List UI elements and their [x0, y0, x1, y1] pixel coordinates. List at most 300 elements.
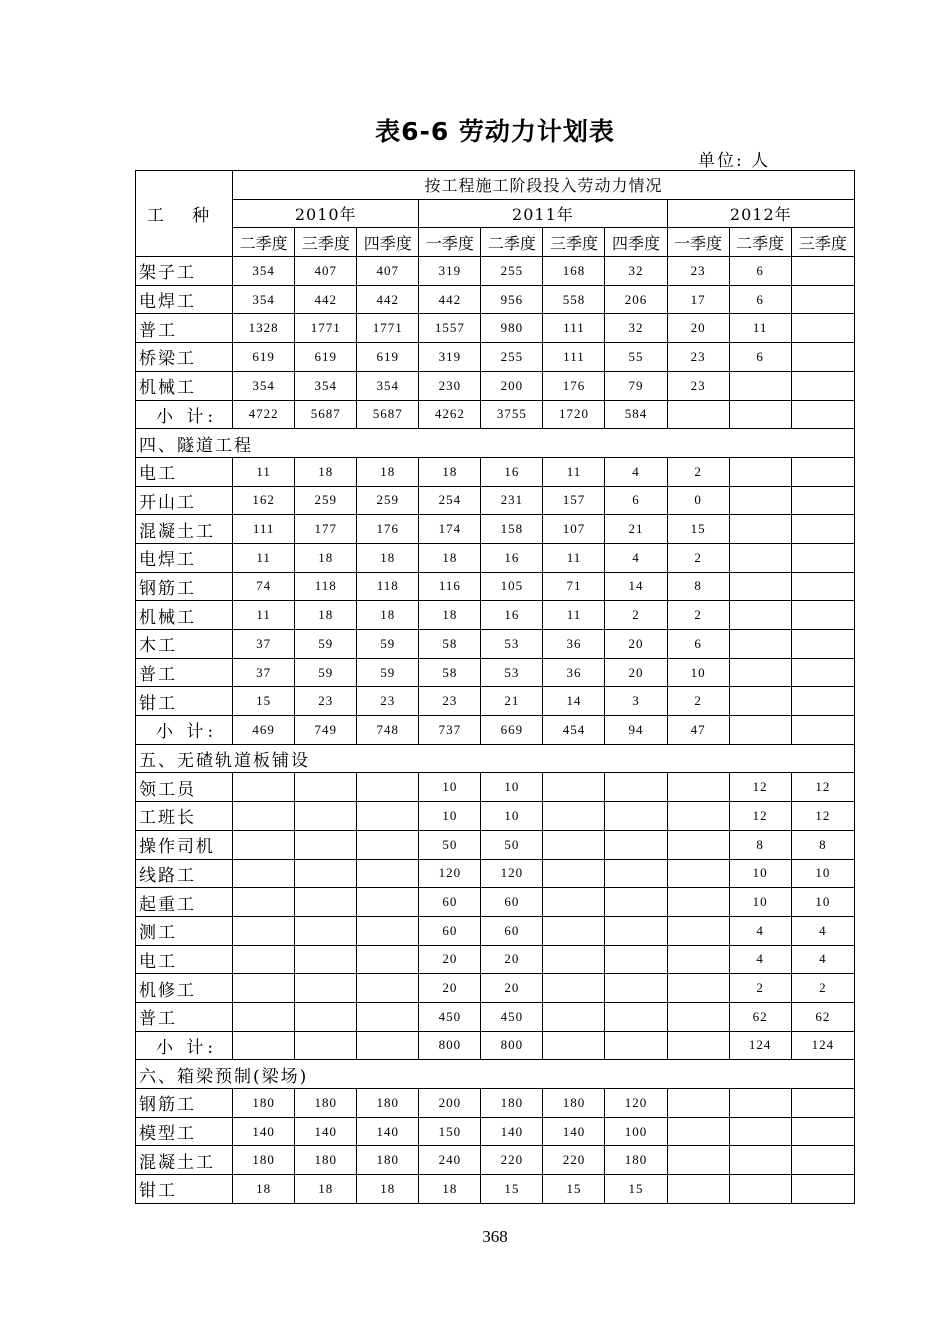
table-row [136, 1117, 855, 1146]
value-cell: 18 [419, 1175, 481, 1204]
quarter-header: 三季度 [791, 228, 854, 257]
value-cell: 1771 [295, 314, 357, 343]
table-row [136, 314, 855, 343]
value-cell: 407 [357, 257, 419, 286]
value-cell: 23 [667, 343, 729, 372]
subtotal-cell: 469 [233, 716, 295, 745]
table-row [136, 859, 855, 888]
table-row [136, 630, 855, 659]
subtotal-row [136, 716, 855, 745]
value-cell [729, 371, 791, 400]
work-type-cell: 电工 [136, 945, 233, 974]
value-cell [729, 658, 791, 687]
value-cell [667, 1002, 729, 1031]
value-cell: 32 [605, 257, 667, 286]
value-cell [667, 830, 729, 859]
value-cell [543, 1002, 605, 1031]
value-cell [357, 1002, 419, 1031]
value-cell: 319 [419, 257, 481, 286]
quarter-header: 一季度 [667, 228, 729, 257]
value-cell: 140 [233, 1117, 295, 1146]
table-row [136, 601, 855, 630]
value-cell: 180 [481, 1089, 543, 1118]
value-cell: 619 [295, 343, 357, 372]
value-cell [605, 773, 667, 802]
value-cell [605, 916, 667, 945]
value-cell: 20 [605, 630, 667, 659]
subtotal-cell: 3755 [481, 400, 543, 429]
value-cell [791, 314, 854, 343]
value-cell: 4 [605, 543, 667, 572]
value-cell: 140 [295, 1117, 357, 1146]
value-cell [667, 888, 729, 917]
labor-plan-table [135, 170, 855, 1204]
value-cell: 6 [729, 343, 791, 372]
value-cell: 20 [481, 974, 543, 1003]
value-cell: 71 [543, 572, 605, 601]
value-cell: 12 [791, 773, 854, 802]
subtotal-cell [729, 400, 791, 429]
value-cell: 206 [605, 285, 667, 314]
value-cell: 180 [295, 1089, 357, 1118]
value-cell [667, 1175, 729, 1204]
subtotal-cell [295, 1031, 357, 1060]
value-cell [791, 343, 854, 372]
value-cell: 10 [419, 773, 481, 802]
subtotal-cell [233, 1031, 295, 1060]
value-cell: 4 [791, 945, 854, 974]
table-body [136, 257, 855, 1204]
value-cell: 11 [543, 457, 605, 486]
value-cell [605, 1002, 667, 1031]
section-title: 六、箱梁预制(梁场) [136, 1060, 855, 1089]
value-cell: 180 [233, 1089, 295, 1118]
value-cell [357, 945, 419, 974]
value-cell: 200 [419, 1089, 481, 1118]
table-row [136, 1089, 855, 1118]
value-cell [667, 916, 729, 945]
subtotal-cell: 454 [543, 716, 605, 745]
table-row [136, 945, 855, 974]
subtotal-cell [791, 400, 854, 429]
value-cell: 180 [295, 1146, 357, 1175]
value-cell [791, 658, 854, 687]
value-cell: 230 [419, 371, 481, 400]
value-cell [791, 457, 854, 486]
value-cell: 442 [295, 285, 357, 314]
value-cell: 140 [481, 1117, 543, 1146]
value-cell: 60 [481, 916, 543, 945]
value-cell: 619 [357, 343, 419, 372]
value-cell: 6 [729, 285, 791, 314]
value-cell [729, 543, 791, 572]
value-cell: 956 [481, 285, 543, 314]
value-cell [295, 859, 357, 888]
value-cell: 20 [605, 658, 667, 687]
quarter-header: 二季度 [729, 228, 791, 257]
value-cell [295, 1002, 357, 1031]
value-cell [667, 974, 729, 1003]
table-row [136, 572, 855, 601]
value-cell [357, 802, 419, 831]
year-header-row [136, 199, 855, 228]
value-cell [605, 830, 667, 859]
value-cell: 111 [543, 343, 605, 372]
work-type-cell: 木工 [136, 630, 233, 659]
value-cell: 231 [481, 486, 543, 515]
value-cell [295, 945, 357, 974]
value-cell: 8 [729, 830, 791, 859]
value-cell: 254 [419, 486, 481, 515]
value-cell: 11 [543, 601, 605, 630]
work-type-header: 工 种 [136, 171, 233, 257]
work-type-cell: 电焊工 [136, 543, 233, 572]
section-row [136, 744, 855, 773]
value-cell [729, 1089, 791, 1118]
value-cell [667, 773, 729, 802]
value-cell [791, 1175, 854, 1204]
value-cell: 319 [419, 343, 481, 372]
value-cell: 59 [357, 630, 419, 659]
value-cell: 4 [729, 945, 791, 974]
value-cell: 200 [481, 371, 543, 400]
value-cell [667, 859, 729, 888]
value-cell: 20 [419, 974, 481, 1003]
value-cell: 62 [791, 1002, 854, 1031]
subtotal-row [136, 400, 855, 429]
value-cell: 8 [791, 830, 854, 859]
value-cell: 12 [791, 802, 854, 831]
value-cell [605, 802, 667, 831]
value-cell: 2 [729, 974, 791, 1003]
value-cell: 17 [667, 285, 729, 314]
value-cell: 14 [605, 572, 667, 601]
value-cell [791, 1117, 854, 1146]
work-type-cell: 钳工 [136, 687, 233, 716]
value-cell [667, 802, 729, 831]
subtotal-cell: 737 [419, 716, 481, 745]
work-type-cell: 架子工 [136, 257, 233, 286]
value-cell: 18 [357, 1175, 419, 1204]
quarter-header: 一季度 [419, 228, 481, 257]
value-cell: 4 [605, 457, 667, 486]
value-cell: 259 [357, 486, 419, 515]
value-cell [667, 945, 729, 974]
value-cell [729, 457, 791, 486]
value-cell [791, 515, 854, 544]
value-cell: 157 [543, 486, 605, 515]
table-row [136, 888, 855, 917]
value-cell: 120 [481, 859, 543, 888]
work-type-cell: 钢筋工 [136, 1089, 233, 1118]
value-cell: 15 [605, 1175, 667, 1204]
value-cell: 11 [233, 457, 295, 486]
section-row [136, 429, 855, 458]
subtotal-cell: 5687 [295, 400, 357, 429]
value-cell: 60 [419, 888, 481, 917]
value-cell: 2 [667, 687, 729, 716]
value-cell: 8 [667, 572, 729, 601]
value-cell: 111 [543, 314, 605, 343]
value-cell [791, 630, 854, 659]
table-row [136, 457, 855, 486]
value-cell [791, 1146, 854, 1175]
value-cell: 354 [357, 371, 419, 400]
subtotal-row [136, 1031, 855, 1060]
value-cell: 180 [357, 1089, 419, 1118]
value-cell: 6 [605, 486, 667, 515]
value-cell: 1328 [233, 314, 295, 343]
value-cell: 255 [481, 257, 543, 286]
value-cell: 74 [233, 572, 295, 601]
section-title: 五、无碴轨道板铺设 [136, 744, 855, 773]
value-cell [667, 1089, 729, 1118]
value-cell [233, 945, 295, 974]
value-cell: 12 [729, 802, 791, 831]
quarter-header: 二季度 [233, 228, 295, 257]
value-cell [543, 859, 605, 888]
value-cell [357, 859, 419, 888]
year-header: 2010年 [233, 199, 419, 228]
table-row [136, 773, 855, 802]
work-type-cell: 电焊工 [136, 285, 233, 314]
value-cell [729, 687, 791, 716]
value-cell: 16 [481, 601, 543, 630]
value-cell: 11 [729, 314, 791, 343]
value-cell: 10 [481, 773, 543, 802]
value-cell: 10 [419, 802, 481, 831]
quarter-header: 三季度 [295, 228, 357, 257]
value-cell: 18 [419, 601, 481, 630]
value-cell: 15 [543, 1175, 605, 1204]
value-cell: 354 [233, 371, 295, 400]
value-cell [233, 773, 295, 802]
value-cell: 180 [605, 1146, 667, 1175]
work-type-cell: 混凝土工 [136, 515, 233, 544]
table-row [136, 343, 855, 372]
quarter-header-row [136, 228, 855, 257]
value-cell: 174 [419, 515, 481, 544]
subtotal-label: 小 计: [136, 716, 233, 745]
value-cell: 23 [667, 257, 729, 286]
value-cell: 11 [233, 543, 295, 572]
value-cell [357, 773, 419, 802]
subtotal-cell [357, 1031, 419, 1060]
work-type-cell: 电工 [136, 457, 233, 486]
quarter-header: 三季度 [543, 228, 605, 257]
work-type-cell: 机修工 [136, 974, 233, 1003]
value-cell: 32 [605, 314, 667, 343]
value-cell [729, 572, 791, 601]
value-cell: 60 [419, 916, 481, 945]
work-type-cell: 线路工 [136, 859, 233, 888]
value-cell: 2 [605, 601, 667, 630]
value-cell: 10 [791, 888, 854, 917]
value-cell: 18 [419, 457, 481, 486]
work-type-cell: 普工 [136, 1002, 233, 1031]
value-cell: 2 [667, 457, 729, 486]
value-cell: 140 [357, 1117, 419, 1146]
table-row [136, 658, 855, 687]
value-cell [543, 802, 605, 831]
subtotal-cell: 584 [605, 400, 667, 429]
value-cell: 220 [543, 1146, 605, 1175]
value-cell: 37 [233, 630, 295, 659]
value-cell: 62 [729, 1002, 791, 1031]
value-cell: 120 [419, 859, 481, 888]
value-cell [543, 945, 605, 974]
value-cell: 1771 [357, 314, 419, 343]
value-cell [295, 916, 357, 945]
work-type-cell: 机械工 [136, 371, 233, 400]
work-type-cell: 测工 [136, 916, 233, 945]
value-cell: 18 [419, 543, 481, 572]
subtotal-cell: 47 [667, 716, 729, 745]
overall-header: 按工程施工阶段投入劳动力情况 [233, 171, 855, 200]
value-cell: 16 [481, 457, 543, 486]
value-cell: 55 [605, 343, 667, 372]
value-cell: 16 [481, 543, 543, 572]
value-cell: 20 [667, 314, 729, 343]
work-type-cell: 钳工 [136, 1175, 233, 1204]
value-cell [295, 830, 357, 859]
subtotal-cell: 669 [481, 716, 543, 745]
value-cell: 53 [481, 658, 543, 687]
quarter-header: 四季度 [357, 228, 419, 257]
work-type-cell: 机械工 [136, 601, 233, 630]
value-cell: 407 [295, 257, 357, 286]
work-type-cell: 桥梁工 [136, 343, 233, 372]
value-cell [295, 773, 357, 802]
subtotal-cell: 748 [357, 716, 419, 745]
value-cell [295, 802, 357, 831]
value-cell [605, 859, 667, 888]
subtotal-cell: 124 [729, 1031, 791, 1060]
page-number: 368 [482, 1227, 508, 1246]
table-row [136, 1146, 855, 1175]
work-type-cell: 起重工 [136, 888, 233, 917]
table-row [136, 543, 855, 572]
value-cell [729, 601, 791, 630]
subtotal-cell: 4722 [233, 400, 295, 429]
value-cell: 118 [357, 572, 419, 601]
value-cell: 220 [481, 1146, 543, 1175]
subtotal-label: 小 计: [136, 400, 233, 429]
value-cell: 18 [295, 1175, 357, 1204]
value-cell: 4 [791, 916, 854, 945]
value-cell: 21 [605, 515, 667, 544]
value-cell [729, 1175, 791, 1204]
value-cell [791, 371, 854, 400]
value-cell [791, 601, 854, 630]
value-cell: 18 [295, 601, 357, 630]
value-cell: 450 [481, 1002, 543, 1031]
value-cell: 23 [295, 687, 357, 716]
value-cell: 140 [543, 1117, 605, 1146]
subtotal-cell [543, 1031, 605, 1060]
value-cell: 105 [481, 572, 543, 601]
work-type-cell: 领工员 [136, 773, 233, 802]
value-cell [667, 1146, 729, 1175]
value-cell: 36 [543, 630, 605, 659]
value-cell: 11 [543, 543, 605, 572]
table-row [136, 285, 855, 314]
section-row [136, 1060, 855, 1089]
work-type-cell: 普工 [136, 658, 233, 687]
subtotal-cell: 124 [791, 1031, 854, 1060]
value-cell: 980 [481, 314, 543, 343]
value-cell [233, 916, 295, 945]
value-cell: 120 [605, 1089, 667, 1118]
value-cell [357, 888, 419, 917]
value-cell: 15 [233, 687, 295, 716]
work-type-cell: 混凝土工 [136, 1146, 233, 1175]
value-cell: 58 [419, 630, 481, 659]
value-cell: 177 [295, 515, 357, 544]
value-cell: 2 [667, 543, 729, 572]
subtotal-cell: 800 [481, 1031, 543, 1060]
subtotal-label: 小 计: [136, 1031, 233, 1060]
value-cell: 20 [481, 945, 543, 974]
value-cell [233, 1002, 295, 1031]
value-cell: 53 [481, 630, 543, 659]
value-cell: 14 [543, 687, 605, 716]
value-cell: 20 [419, 945, 481, 974]
section-title: 四、隧道工程 [136, 429, 855, 458]
value-cell: 4 [729, 916, 791, 945]
table-row [136, 486, 855, 515]
value-cell [729, 1146, 791, 1175]
value-cell: 18 [357, 457, 419, 486]
value-cell: 354 [233, 285, 295, 314]
value-cell: 12 [729, 773, 791, 802]
value-cell: 158 [481, 515, 543, 544]
value-cell: 18 [295, 543, 357, 572]
value-cell: 180 [543, 1089, 605, 1118]
value-cell: 10 [481, 802, 543, 831]
value-cell [357, 830, 419, 859]
value-cell [729, 1117, 791, 1146]
subtotal-cell [605, 1031, 667, 1060]
value-cell [791, 257, 854, 286]
value-cell: 116 [419, 572, 481, 601]
unit-label: 单位: 人 [698, 151, 771, 171]
work-type-cell: 钢筋工 [136, 572, 233, 601]
value-cell: 18 [233, 1175, 295, 1204]
value-cell [791, 543, 854, 572]
value-cell: 50 [481, 830, 543, 859]
value-cell [605, 888, 667, 917]
value-cell [543, 888, 605, 917]
value-cell [233, 974, 295, 1003]
value-cell: 18 [295, 457, 357, 486]
work-type-cell: 操作司机 [136, 830, 233, 859]
value-cell: 442 [357, 285, 419, 314]
value-cell [791, 285, 854, 314]
value-cell [667, 1117, 729, 1146]
value-cell: 58 [419, 658, 481, 687]
work-type-cell: 开山工 [136, 486, 233, 515]
year-header: 2011年 [419, 199, 667, 228]
table-row [136, 974, 855, 1003]
value-cell: 6 [667, 630, 729, 659]
subtotal-cell: 800 [419, 1031, 481, 1060]
table-row [136, 257, 855, 286]
table-row [136, 916, 855, 945]
value-cell: 79 [605, 371, 667, 400]
value-cell: 50 [419, 830, 481, 859]
value-cell: 23 [667, 371, 729, 400]
